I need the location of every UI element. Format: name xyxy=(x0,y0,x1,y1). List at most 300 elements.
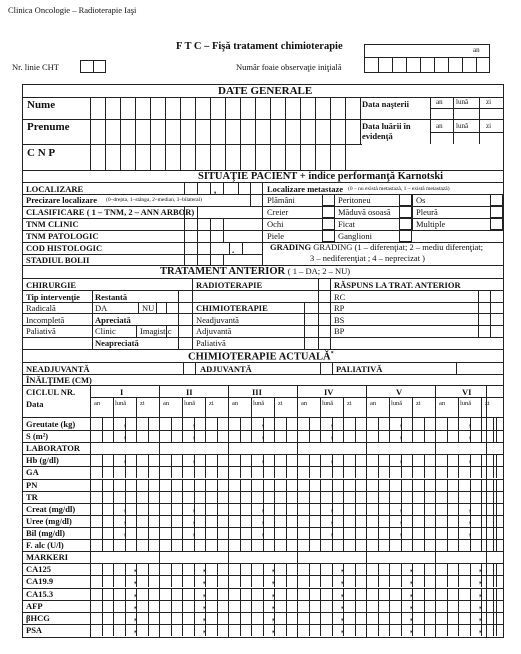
decimal-mark: , xyxy=(124,527,127,537)
rule-line xyxy=(113,397,114,417)
nume-label: Nume xyxy=(27,99,56,111)
date-zi-label: zi xyxy=(140,400,145,407)
rule-line xyxy=(136,418,137,430)
birth-an-label: an xyxy=(436,98,443,106)
rule-line xyxy=(240,503,241,515)
rule-line xyxy=(447,588,448,600)
rule-line xyxy=(378,588,379,600)
rule-line xyxy=(424,479,425,491)
decimal-mark: , xyxy=(262,454,265,465)
rule-line xyxy=(286,539,287,551)
rule-line xyxy=(481,454,482,466)
rule-line xyxy=(493,624,494,636)
rule-line xyxy=(355,575,356,587)
bp-label: BP xyxy=(334,326,345,336)
rule-line xyxy=(148,418,149,430)
rule-line xyxy=(263,539,264,551)
organ-checkbox[interactable] xyxy=(399,230,412,242)
rule-line xyxy=(113,515,114,527)
rule-line xyxy=(136,454,137,466)
rule-line xyxy=(462,57,463,73)
rule-line xyxy=(263,575,264,587)
rule-line xyxy=(458,575,459,587)
rule-line xyxy=(458,624,459,636)
rule-line xyxy=(447,466,448,478)
rule-line xyxy=(194,624,195,636)
rule-line xyxy=(217,527,218,539)
decimal-mark: , xyxy=(410,575,413,586)
rule-line xyxy=(194,479,195,491)
rule-line xyxy=(355,588,356,600)
rule-line xyxy=(286,563,287,575)
rule-line xyxy=(274,503,275,515)
rule-line xyxy=(194,491,195,503)
rule-line xyxy=(424,575,425,587)
rule-line xyxy=(481,397,482,417)
rule-line xyxy=(171,527,172,539)
rule-line xyxy=(286,454,287,466)
organ-checkbox[interactable] xyxy=(490,218,503,230)
row-label: βHCG xyxy=(26,612,50,623)
rule-line xyxy=(148,479,149,491)
rule-line xyxy=(420,57,421,73)
rule-line xyxy=(320,539,321,551)
date-luna-label: lună xyxy=(322,400,334,407)
rule-line xyxy=(458,466,459,478)
rule-line xyxy=(210,182,211,194)
row-label: S (m²) xyxy=(26,431,49,442)
rule-line xyxy=(148,503,149,515)
metastaze-note: (0 – nu există metastază, 1 – există metastază) xyxy=(348,186,450,192)
rule-line xyxy=(210,97,211,170)
rule-line xyxy=(424,466,425,478)
rule-line xyxy=(496,612,497,624)
rule-line xyxy=(217,575,218,587)
rule-line xyxy=(412,503,413,515)
rule-line xyxy=(251,454,252,466)
restanta-label: Restantă xyxy=(95,292,128,302)
rule-line xyxy=(223,218,224,230)
chirurgie-label: CHIRURGIE xyxy=(26,280,77,290)
rule-line xyxy=(412,539,413,551)
rule-line xyxy=(320,588,321,600)
rule-line xyxy=(148,624,149,636)
rule-line xyxy=(251,624,252,636)
rule-line xyxy=(320,491,321,503)
rule-line xyxy=(355,430,356,442)
rule-line xyxy=(389,479,390,491)
rule-line xyxy=(102,466,103,478)
rule-line xyxy=(286,612,287,624)
rule-line xyxy=(493,491,494,503)
rule-line xyxy=(22,218,262,219)
organ-label: Os xyxy=(416,195,426,205)
decimal-mark: , xyxy=(341,623,344,634)
organ-label: Piele xyxy=(267,231,284,241)
rule-line xyxy=(493,515,494,527)
rule-line xyxy=(389,539,390,551)
rule-line xyxy=(470,539,471,551)
nu-label: NU xyxy=(142,303,155,313)
rule-line xyxy=(182,454,183,466)
rule-line xyxy=(148,588,149,600)
date-an-label: an xyxy=(163,400,170,407)
row-label: Bil (mg/dl) xyxy=(26,528,65,538)
da-label: DA xyxy=(95,303,108,313)
rule-line xyxy=(424,454,425,466)
rule-line xyxy=(309,479,310,491)
decimal-mark: , xyxy=(193,514,196,525)
decimal-mark: , xyxy=(193,430,196,441)
rule-line xyxy=(171,515,172,527)
inaltime-label: ÎNĂLŢIME (CM) xyxy=(26,375,92,385)
rule-line xyxy=(343,491,344,503)
cnp-label: C N P xyxy=(27,147,56,159)
data-luarii-label-2: evidenţă xyxy=(362,131,393,141)
rule-line xyxy=(240,612,241,624)
decimal-mark: , xyxy=(262,527,265,537)
rule-line xyxy=(125,612,126,624)
rule-line xyxy=(217,612,218,624)
decimal-mark: , xyxy=(262,418,265,428)
rule-line xyxy=(481,418,482,430)
rule-line xyxy=(392,57,393,73)
rule-line xyxy=(493,430,494,442)
rule-line xyxy=(113,418,114,430)
rule-line xyxy=(148,600,149,612)
precizare-label: Precizare localizare xyxy=(26,195,98,205)
rule-line xyxy=(458,454,459,466)
decimal-mark: , xyxy=(193,527,196,537)
rule-line xyxy=(481,466,482,478)
rule-line xyxy=(355,479,356,491)
rule-line xyxy=(286,503,287,515)
page-title: F T C – Fişă tratament chimioterapie xyxy=(176,41,343,52)
rule-line xyxy=(217,600,218,612)
rule-line xyxy=(345,97,346,170)
rule-line xyxy=(378,479,379,491)
rule-line xyxy=(136,515,137,527)
rule-line xyxy=(22,194,262,195)
rule-line xyxy=(171,600,172,612)
rule-line xyxy=(320,575,321,587)
rule-line xyxy=(332,588,333,600)
nr-linie-label: Nr. linie CHT xyxy=(12,62,59,72)
rule-line xyxy=(447,600,448,612)
rule-line xyxy=(493,575,494,587)
rule-line xyxy=(102,454,103,466)
rule-line xyxy=(424,600,425,612)
rule-line xyxy=(389,430,390,442)
decimal-mark: , xyxy=(469,418,472,428)
rule-line xyxy=(286,527,287,539)
rule-line xyxy=(113,612,114,624)
rule-line xyxy=(182,588,183,600)
rule-line xyxy=(148,466,149,478)
organ-label: Măduvă osoasă xyxy=(338,207,391,217)
rule-line xyxy=(22,442,504,443)
decimal-mark: , xyxy=(400,454,403,465)
rule-line xyxy=(496,563,497,575)
rule-line xyxy=(240,624,241,636)
rule-line xyxy=(286,418,287,430)
rule-line xyxy=(205,466,206,478)
name-letter-cells[interactable] xyxy=(90,97,360,170)
decimal-mark: , xyxy=(134,563,137,574)
rule-line xyxy=(447,575,448,587)
rule-line xyxy=(481,479,482,491)
grading-text-2: 3 – nediferenţiat ; 4 – neprecizat ) xyxy=(310,253,425,263)
date-zi-label: zi xyxy=(209,400,214,407)
rule-line xyxy=(447,454,448,466)
rule-line xyxy=(401,491,402,503)
rule-line xyxy=(309,612,310,624)
rule-line xyxy=(102,503,103,515)
rule-line xyxy=(412,491,413,503)
rule-line xyxy=(125,479,126,491)
rule-line xyxy=(332,563,333,575)
decimal-mark: , xyxy=(203,611,206,622)
decimal-mark: , xyxy=(479,563,482,574)
rule-line xyxy=(378,466,379,478)
tratament-anterior-title: TRATAMENT ANTERIOR xyxy=(160,266,286,277)
rule-line xyxy=(332,612,333,624)
rule-line xyxy=(205,479,206,491)
evid-an-label: an xyxy=(436,122,443,130)
rule-line xyxy=(481,539,482,551)
organ-checkbox[interactable] xyxy=(490,206,503,218)
section-situatie: SITUAŢIE PACIENT + indice performanţă Karnotski xyxy=(198,171,444,182)
rule-line xyxy=(242,242,243,254)
cycle-header-5: V xyxy=(396,387,403,397)
decimal-mark: , xyxy=(400,514,403,525)
chimio-actuala-title: CHIMIOTERAPIE ACTUALĂ xyxy=(188,351,331,363)
rule-line xyxy=(125,575,126,587)
rule-line xyxy=(217,491,218,503)
evid-zi-label: zi xyxy=(486,122,492,130)
rule-line xyxy=(251,466,252,478)
rule-line xyxy=(378,454,379,466)
rule-line xyxy=(22,242,262,243)
rule-line xyxy=(113,454,114,466)
rule-line xyxy=(125,624,126,636)
rule-line xyxy=(343,466,344,478)
decimal-mark: , xyxy=(134,611,137,622)
rule-line xyxy=(334,194,335,242)
neapreciata-label: Neapreciată xyxy=(95,338,139,348)
clinic-label: Clinic xyxy=(95,326,116,336)
rule-line xyxy=(309,563,310,575)
rule-line xyxy=(412,454,413,466)
localizare-label: LOCALIZARE xyxy=(26,184,84,194)
radioterapie-label: RADIOTERAPIE xyxy=(196,280,263,290)
radicala-label: Radicală xyxy=(26,303,56,313)
rule-line xyxy=(194,563,195,575)
numar-foaie-an-label: an xyxy=(473,46,480,54)
rule-line xyxy=(470,612,471,624)
rule-line xyxy=(458,430,459,442)
rule-line xyxy=(378,624,379,636)
decimal-mark: , xyxy=(341,587,344,598)
rule-line xyxy=(194,575,195,587)
rule-line xyxy=(401,600,402,612)
rule-line xyxy=(389,397,390,417)
decimal-mark: , xyxy=(262,514,265,525)
rule-line xyxy=(401,612,402,624)
rule-line xyxy=(240,575,241,587)
rule-line xyxy=(389,503,390,515)
rule-line xyxy=(309,527,310,539)
rule-line xyxy=(251,515,252,527)
rule-line xyxy=(274,527,275,539)
rp-label: RP xyxy=(334,303,345,313)
tnm-clinic-label: TNM CLINIC xyxy=(26,219,79,229)
rule-line xyxy=(184,182,185,194)
rule-line xyxy=(148,454,149,466)
rule-line xyxy=(205,491,206,503)
rule-line xyxy=(251,430,252,442)
rule-line xyxy=(447,479,448,491)
rule-line xyxy=(263,612,264,624)
rule-line xyxy=(424,539,425,551)
rule-line xyxy=(250,194,251,206)
rule-line xyxy=(332,624,333,636)
decimal-mark: , xyxy=(410,587,413,598)
decimal-mark: , xyxy=(400,430,403,441)
rule-line xyxy=(447,418,448,430)
rule-line xyxy=(343,503,344,515)
rule-line xyxy=(496,503,497,515)
rule-line xyxy=(458,563,459,575)
rule-line xyxy=(343,430,344,442)
rule-line xyxy=(251,503,252,515)
rule-line xyxy=(401,588,402,600)
rule-line xyxy=(355,466,356,478)
decimal-mark: , xyxy=(479,575,482,586)
rule-line xyxy=(355,527,356,539)
rule-line xyxy=(320,600,321,612)
rule-line xyxy=(171,479,172,491)
rule-line xyxy=(389,527,390,539)
decimal-mark: , xyxy=(272,599,275,610)
rule-line xyxy=(194,600,195,612)
rule-line xyxy=(217,418,218,430)
rule-line xyxy=(217,466,218,478)
decimal-mark: , xyxy=(331,514,334,525)
rule-line xyxy=(205,418,206,430)
rule-line xyxy=(240,539,241,551)
rule-line xyxy=(184,206,185,218)
rule-line xyxy=(125,600,126,612)
rule-line xyxy=(389,624,390,636)
rule-line xyxy=(251,575,252,587)
rule-line xyxy=(150,97,151,170)
rule-line xyxy=(458,527,459,539)
organ-checkbox[interactable] xyxy=(399,206,412,218)
rule-line xyxy=(309,575,310,587)
rule-line xyxy=(182,466,183,478)
rule-line xyxy=(496,588,497,600)
rule-line xyxy=(424,515,425,527)
rule-line xyxy=(156,302,157,314)
row-label: Creat (mg/dl) xyxy=(26,503,76,514)
rule-line xyxy=(217,503,218,515)
decimal-mark: , xyxy=(203,623,206,634)
rule-line xyxy=(412,418,413,430)
rule-line xyxy=(343,397,344,417)
rule-line xyxy=(263,466,264,478)
rule-line xyxy=(286,515,287,527)
rule-line xyxy=(496,491,497,503)
organ-checkbox[interactable] xyxy=(399,218,412,230)
rule-line xyxy=(424,503,425,515)
date-zi-label: zi xyxy=(485,400,490,407)
date-zi-label: zi xyxy=(416,400,421,407)
rule-line xyxy=(493,503,494,515)
rule-line xyxy=(263,624,264,636)
rule-line xyxy=(113,563,114,575)
rule-line xyxy=(458,503,459,515)
rule-line xyxy=(251,479,252,491)
precizare-note: (0–drepta, 1–stânga, 2–median, 3–bilateral) xyxy=(106,197,202,203)
rule-line xyxy=(332,479,333,491)
rule-line xyxy=(401,539,402,551)
rule-line xyxy=(496,624,497,636)
rule-line xyxy=(286,491,287,503)
birth-zi-label: zi xyxy=(486,98,492,106)
rule-line xyxy=(309,515,310,527)
organ-checkbox[interactable] xyxy=(490,194,503,206)
rule-line xyxy=(238,182,239,194)
rule-line xyxy=(470,479,471,491)
rule-line xyxy=(22,230,262,231)
rule-line xyxy=(412,479,413,491)
date-luna-label: lună xyxy=(460,400,472,407)
rule-line xyxy=(148,612,149,624)
rule-line xyxy=(470,600,471,612)
rule-line xyxy=(412,430,413,442)
rule-line xyxy=(240,97,241,170)
rule-line xyxy=(434,57,435,73)
rule-line xyxy=(182,479,183,491)
rule-line xyxy=(389,612,390,624)
rule-line xyxy=(113,503,114,515)
rc-label: RC xyxy=(334,292,346,302)
rule-line xyxy=(320,430,321,442)
organ-label: Creier xyxy=(267,207,289,217)
organ-checkbox[interactable] xyxy=(399,194,412,206)
organ-label: Ficat xyxy=(338,219,355,229)
rule-line xyxy=(332,466,333,478)
rule-line xyxy=(240,418,241,430)
rule-line xyxy=(424,418,425,430)
rule-line xyxy=(166,302,167,314)
rule-line xyxy=(194,612,195,624)
rule-line xyxy=(182,397,183,417)
rule-line xyxy=(180,97,181,170)
decimal-mark: , xyxy=(272,623,275,634)
decimal-mark: , xyxy=(400,502,403,513)
data-luarii-label: Data luării în xyxy=(362,121,411,131)
rule-line xyxy=(184,230,185,242)
decimal-mark: , xyxy=(203,599,206,610)
rule-line xyxy=(120,97,121,170)
prenume-label: Prenume xyxy=(27,121,70,133)
tratament-anterior-note: ( 1 – DA; 2 – NU) xyxy=(287,266,351,276)
rule-line xyxy=(251,539,252,551)
adjuvanta-label: Adjuvantă xyxy=(196,326,232,336)
row-label: TR xyxy=(26,491,38,502)
